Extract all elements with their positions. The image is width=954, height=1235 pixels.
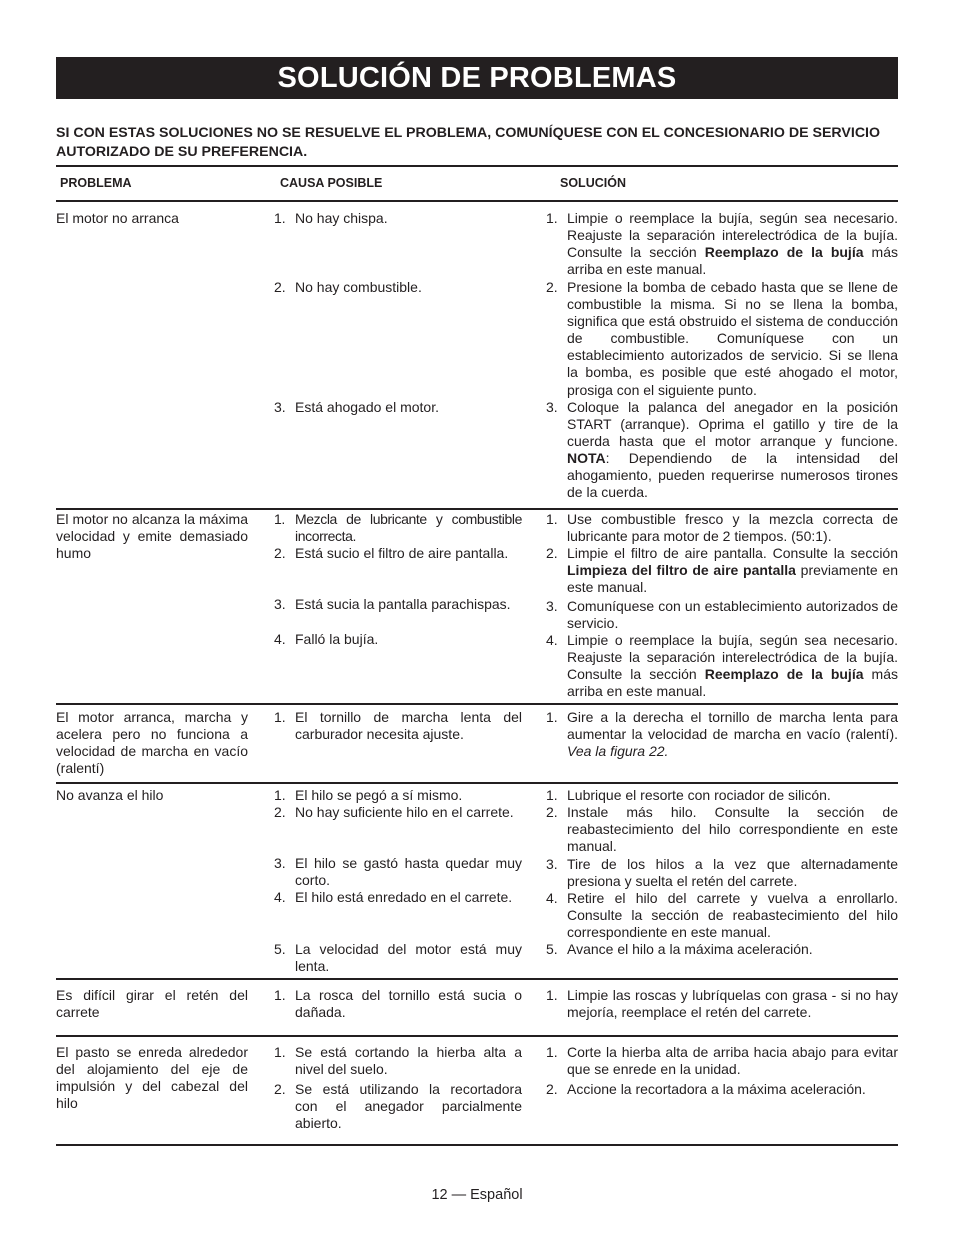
cause-item: 1. El hilo se pegó a sí mismo. (274, 787, 463, 803)
solution-item: 3. Coloque la palanca del anegador en la posición START (arranque). Oprima el gatillo y tire de la cuerda hasta que el motor arranque y funcione. NOTA: Dependiendo de la intensidad del ahogamiento, pueden requerirse numerosos tirones de la cuerda. (546, 399, 898, 501)
cause-item: 2. Se está utilizando la recortadora con el anegador parcialmente abierto. (274, 1081, 522, 1131)
solution-item: 3. Comuníquese con un establecimiento autorizados de servicio. (546, 598, 898, 632)
cause-item: 1. El tornillo de marcha lenta del carburador necesita ajuste. (274, 709, 522, 742)
solution-item: 3. Tire de los hilos a la vez que alternadamente presiona y suelta el retén del carrete. (546, 856, 898, 890)
solution-item: 2. Accione la recortadora a la máxima aceleración. (546, 1081, 866, 1097)
solution-item: 1. Corte la hierba alta de arriba hacia abajo para evitar que se enrede en la unidad. (546, 1044, 898, 1078)
problem-cell: Es difícil girar el retén del carrete (56, 987, 248, 1020)
problem-cell: No avanza el hilo (56, 787, 164, 803)
cause-item: 3. El hilo se gastó hasta quedar muy corto. (274, 855, 522, 888)
solution-item: 2. Presione la bomba de cebado hasta que se llene de combustible la misma. Si no se llena la bomba, significa que está obstruido el sistema de conducción de combustible. Comuníquese con un establecimiento autorizados de servicio. Si se llena la bomba, es posible que esté ahogado el motor, prosiga con el siguiente punto. (546, 279, 898, 398)
solution-item: 1. Use combustible fresco y la mezcla correcta de lubricante para motor de 2 tiempos. (50:1). (546, 511, 898, 545)
cause-item: 1. Mezcla de lubricante y combustible incorrecta. (274, 511, 522, 544)
solution-item: 1. Limpie las roscas y lubríquelas con grasa - si no hay mejoría, reemplace el retén del carrete. (546, 987, 898, 1021)
row-divider (56, 703, 898, 705)
row-divider (56, 1035, 898, 1037)
solution-item: 5. Avance el hilo a la máxima aceleración. (546, 941, 813, 957)
page-title: SOLUCIÓN DE PROBLEMAS (277, 62, 677, 94)
row-divider (56, 978, 898, 980)
header-problem: PROBLEMA (60, 176, 132, 190)
table-top-rule (56, 165, 898, 167)
solution-item: 4. Retire el hilo del carrete y vuelva a enrollarlo. Consulte la sección de reabastecimiento del hilo correspondiente en este manual. (546, 890, 898, 941)
solution-item: 2. Instale más hilo. Consulte la sección de reabastecimiento del hilo correspondiente en este manual. (546, 804, 898, 855)
solution-item: 1. Gire a la derecha el tornillo de marcha lenta para aumentar la velocidad de marcha en vacío (ralentí). Vea la figura 22. (546, 709, 898, 760)
solution-item: 1. Lubrique el resorte con rociador de silicón. (546, 787, 831, 803)
row-divider (56, 508, 898, 510)
cause-item: 3. Está sucia la pantalla parachispas. (274, 596, 511, 612)
cause-item: 5. La velocidad del motor está muy lenta. (274, 941, 522, 974)
problem-cell: El motor arranca, marcha y acelera pero no funciona a velocidad de marcha en vacío (ralentí) (56, 709, 248, 776)
page-footer: 12 — Español (431, 1187, 523, 1203)
row-divider (56, 782, 898, 784)
problem-cell: El motor no arranca (56, 210, 179, 226)
header-solution: SOLUCIÓN (560, 176, 626, 190)
problem-cell: El pasto se enreda alrededor del alojamiento del eje de impulsión y del cabezal del hilo (56, 1044, 248, 1111)
title-banner (56, 57, 898, 99)
header-cause: CAUSA POSIBLE (280, 176, 383, 190)
solution-item: 4. Limpie o reemplace la bujía, según sea necesario. Reajuste la separación interelectródica de la bujía. Consulte la sección Reemplazo de la bujía más arriba en este manual. (546, 632, 898, 700)
cause-item: 4. El hilo está enredado en el carrete. (274, 889, 513, 905)
table-bottom-rule (56, 1144, 898, 1146)
cause-item: 1. Se está cortando la hierba alta a nivel del suelo. (274, 1044, 522, 1077)
cause-item: 1. La rosca del tornillo está sucia o dañada. (274, 987, 522, 1020)
cause-item: 1. No hay chispa. (274, 210, 388, 226)
problem-cell: El motor no alcanza la máxima velocidad y emite demasiado humo (56, 511, 248, 561)
solution-item: 1. Limpie o reemplace la bujía, según sea necesario. Reajuste la separación interelectródica de la bujía. Consulte la sección Reemplazo de la bujía más arriba en este manual. (546, 210, 898, 278)
header-rule (56, 200, 898, 202)
solution-item: 2. Limpie el filtro de aire pantalla. Consulte la sección Limpieza del filtro de aire pantalla previamente en este manual. (546, 545, 898, 596)
cause-item: 2. Está sucio el filtro de aire pantalla. (274, 545, 509, 561)
service-warning: SI CON ESTAS SOLUCIONES NO SE RESUELVE EL PROBLEMA, COMUNÍQUESE CON EL CONCESIONARIO DE SERVICIO AUTORIZADO DE SU PREFERENCIA. (56, 125, 881, 160)
cause-item: 2. No hay combustible. (274, 279, 422, 295)
cause-item: 4. Falló la bujía. (274, 631, 379, 647)
cause-item: 3. Está ahogado el motor. (274, 399, 439, 415)
cause-item: 2. No hay suficiente hilo en el carrete. (274, 804, 514, 820)
